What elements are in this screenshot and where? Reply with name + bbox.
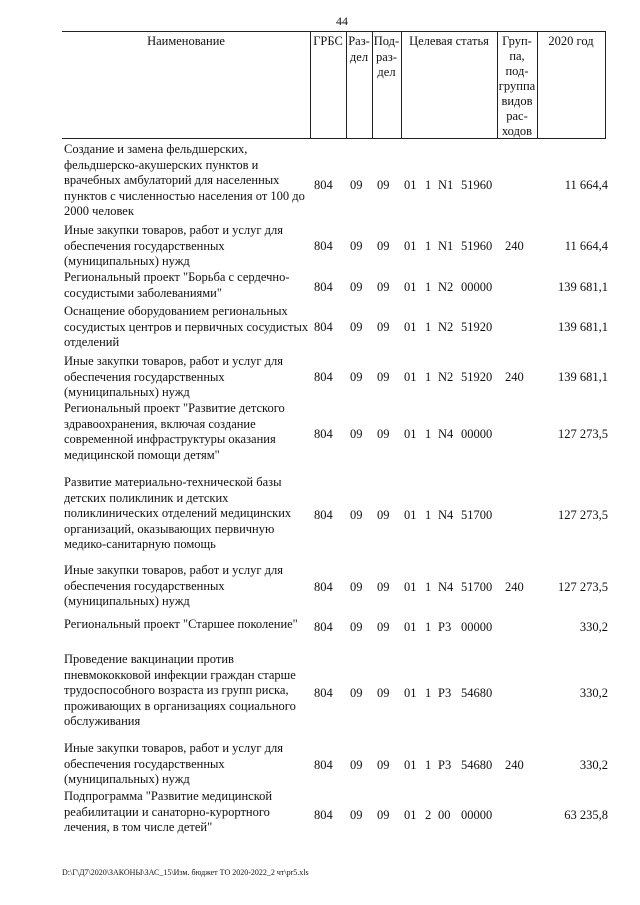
header-group: Груп- па, под- группа видов рас- ходов xyxy=(498,34,536,138)
header-grbs: ГРБС xyxy=(313,34,343,48)
cell-amount: 11 664,4 xyxy=(564,178,608,192)
cell-subprogram: 1 xyxy=(425,620,432,634)
row-name: Региональный проект "Развитие детского здравоохранения, включая создание современной инфраструктуры оказания медицинской помощи детям" xyxy=(64,401,285,462)
cell-razdel: 09 xyxy=(350,280,363,294)
cell-podrazdel: 09 xyxy=(377,370,390,384)
cell-subprogram: 1 xyxy=(425,239,432,253)
page-number: 44 xyxy=(336,14,348,28)
cell-amount: 330,2 xyxy=(579,686,608,700)
header-podrazdel: Под- раз- дел xyxy=(373,34,400,79)
cell-grbs: 804 xyxy=(314,370,333,384)
cell-direction: 51920 xyxy=(461,320,493,334)
cell-razdel: 09 xyxy=(350,370,363,384)
cell-direction: 51920 xyxy=(461,370,493,384)
file-path-footer: D:\Г\Д7\2020\ЗАКОНЫ\ЗАС_15\Изм. бюджет ТО 2020-2022_2 чт\pr5.xls xyxy=(62,868,309,877)
cell-program: 01 xyxy=(404,808,417,822)
cell-program: 01 xyxy=(404,320,417,334)
cell-program: 01 xyxy=(404,370,417,384)
row-name: Создание и замена фельдшерских, фельдшерско-акушерских пунктов и врачебных амбулаторий для населенных пунктов с численностью населения от 100 до 2000 человек xyxy=(64,142,305,218)
cell-amount: 127 273,5 xyxy=(558,427,608,441)
cell-grbs: 804 xyxy=(314,427,333,441)
cell-project: 00 xyxy=(438,808,451,822)
cell-grbs: 804 xyxy=(314,580,333,594)
cell-podrazdel: 09 xyxy=(377,239,390,253)
cell-razdel: 09 xyxy=(350,178,363,192)
cell-podrazdel: 09 xyxy=(377,580,390,594)
cell-subprogram: 2 xyxy=(425,808,432,822)
cell-direction: 51700 xyxy=(461,508,493,522)
cell-direction: 54680 xyxy=(461,686,493,700)
cell-expense-group: 240 xyxy=(505,580,524,594)
cell-subprogram: 1 xyxy=(425,370,432,384)
cell-subprogram: 1 xyxy=(425,280,432,294)
row-name: Проведение вакцинации против пневмококковой инфекции граждан старше трудоспособного возраста из групп риска, проживающих в организациях социального обслуживания xyxy=(64,652,296,728)
cell-amount: 139 681,1 xyxy=(558,320,608,334)
table-header xyxy=(62,31,606,139)
cell-program: 01 xyxy=(404,758,417,772)
cell-project: N4 xyxy=(438,580,454,594)
cell-razdel: 09 xyxy=(350,686,363,700)
row-name: Иные закупки товаров, работ и услуг для обеспечения государственных (муниципальных) нужд xyxy=(64,354,284,399)
cell-razdel: 09 xyxy=(350,580,363,594)
cell-podrazdel: 09 xyxy=(377,280,390,294)
cell-project: N4 xyxy=(438,508,454,522)
cell-podrazdel: 09 xyxy=(377,620,390,634)
cell-podrazdel: 09 xyxy=(377,508,390,522)
cell-subprogram: 1 xyxy=(425,580,432,594)
row-name: Региональный проект "Борьба с сердечно-сосудистыми заболеваниями" xyxy=(64,270,290,300)
cell-razdel: 09 xyxy=(350,239,363,253)
cell-grbs: 804 xyxy=(314,808,333,822)
row-name: Развитие материально-технической базы детских поликлиник и детских поликлинических отделений медицинских организаций, оказывающих первичную медико-санитарную помощь xyxy=(64,475,292,551)
cell-project: N1 xyxy=(438,239,454,253)
row-name: Подпрограмма "Развитие медицинской реабилитации и санаторно-курортного лечения, в том числе детей" xyxy=(64,789,273,834)
cell-project: N4 xyxy=(438,427,454,441)
row-name: Иные закупки товаров, работ и услуг для обеспечения государственных (муниципальных) нужд xyxy=(64,741,284,786)
cell-razdel: 09 xyxy=(350,808,363,822)
cell-subprogram: 1 xyxy=(425,508,432,522)
cell-grbs: 804 xyxy=(314,508,333,522)
cell-direction: 00000 xyxy=(461,620,493,634)
cell-amount: 139 681,1 xyxy=(558,370,608,384)
cell-program: 01 xyxy=(404,686,417,700)
cell-expense-group: 240 xyxy=(505,758,524,772)
row-name: Иные закупки товаров, работ и услуг для обеспечения государственных (муниципальных) нужд xyxy=(64,223,284,268)
cell-program: 01 xyxy=(404,239,417,253)
cell-subprogram: 1 xyxy=(425,427,432,441)
cell-direction: 51700 xyxy=(461,580,493,594)
cell-razdel: 09 xyxy=(350,620,363,634)
cell-grbs: 804 xyxy=(314,239,333,253)
cell-podrazdel: 09 xyxy=(377,758,390,772)
cell-amount: 63 235,8 xyxy=(564,808,608,822)
cell-project: N1 xyxy=(438,178,454,192)
cell-project: P3 xyxy=(438,620,452,634)
cell-razdel: 09 xyxy=(350,508,363,522)
cell-amount: 330,2 xyxy=(579,758,608,772)
cell-grbs: 804 xyxy=(314,686,333,700)
cell-podrazdel: 09 xyxy=(377,320,390,334)
row-name: Иные закупки товаров, работ и услуг для обеспечения государственных (муниципальных) нужд xyxy=(64,563,284,608)
header-name: Наименование xyxy=(147,34,225,48)
cell-expense-group: 240 xyxy=(505,239,524,253)
cell-direction: 54680 xyxy=(461,758,493,772)
cell-razdel: 09 xyxy=(350,320,363,334)
header-year: 2020 год xyxy=(548,34,594,48)
cell-grbs: 804 xyxy=(314,178,333,192)
cell-grbs: 804 xyxy=(314,320,333,334)
cell-grbs: 804 xyxy=(314,620,333,634)
cell-grbs: 804 xyxy=(314,758,333,772)
header-razdel: Раз- дел xyxy=(348,34,370,64)
cell-podrazdel: 09 xyxy=(377,427,390,441)
cell-project: P3 xyxy=(438,758,452,772)
row-name: Оснащение оборудованием региональных сосудистых центров и первичных сосудистых отделений xyxy=(64,304,309,349)
cell-podrazdel: 09 xyxy=(377,686,390,700)
cell-program: 01 xyxy=(404,508,417,522)
cell-podrazdel: 09 xyxy=(377,178,390,192)
cell-amount: 127 273,5 xyxy=(558,508,608,522)
cell-subprogram: 1 xyxy=(425,758,432,772)
cell-subprogram: 1 xyxy=(425,178,432,192)
cell-program: 01 xyxy=(404,178,417,192)
cell-project: P3 xyxy=(438,686,452,700)
cell-subprogram: 1 xyxy=(425,320,432,334)
cell-amount: 11 664,4 xyxy=(564,239,608,253)
cell-amount: 139 681,1 xyxy=(558,280,608,294)
cell-project: N2 xyxy=(438,280,454,294)
cell-amount: 127 273,5 xyxy=(558,580,608,594)
cell-project: N2 xyxy=(438,370,454,384)
cell-podrazdel: 09 xyxy=(377,808,390,822)
cell-direction: 51960 xyxy=(461,239,493,253)
cell-expense-group: 240 xyxy=(505,370,524,384)
header-target: Целевая статья xyxy=(409,34,489,48)
cell-direction: 00000 xyxy=(461,427,493,441)
cell-subprogram: 1 xyxy=(425,686,432,700)
header-divider xyxy=(605,32,606,138)
cell-program: 01 xyxy=(404,280,417,294)
cell-program: 01 xyxy=(404,620,417,634)
cell-direction: 00000 xyxy=(461,808,493,822)
cell-grbs: 804 xyxy=(314,280,333,294)
cell-program: 01 xyxy=(404,427,417,441)
cell-direction: 00000 xyxy=(461,280,493,294)
cell-razdel: 09 xyxy=(350,758,363,772)
cell-program: 01 xyxy=(404,580,417,594)
cell-amount: 330,2 xyxy=(579,620,608,634)
cell-razdel: 09 xyxy=(350,427,363,441)
cell-project: N2 xyxy=(438,320,454,334)
row-name: Региональный проект "Старшее поколение" xyxy=(64,617,298,631)
cell-direction: 51960 xyxy=(461,178,493,192)
